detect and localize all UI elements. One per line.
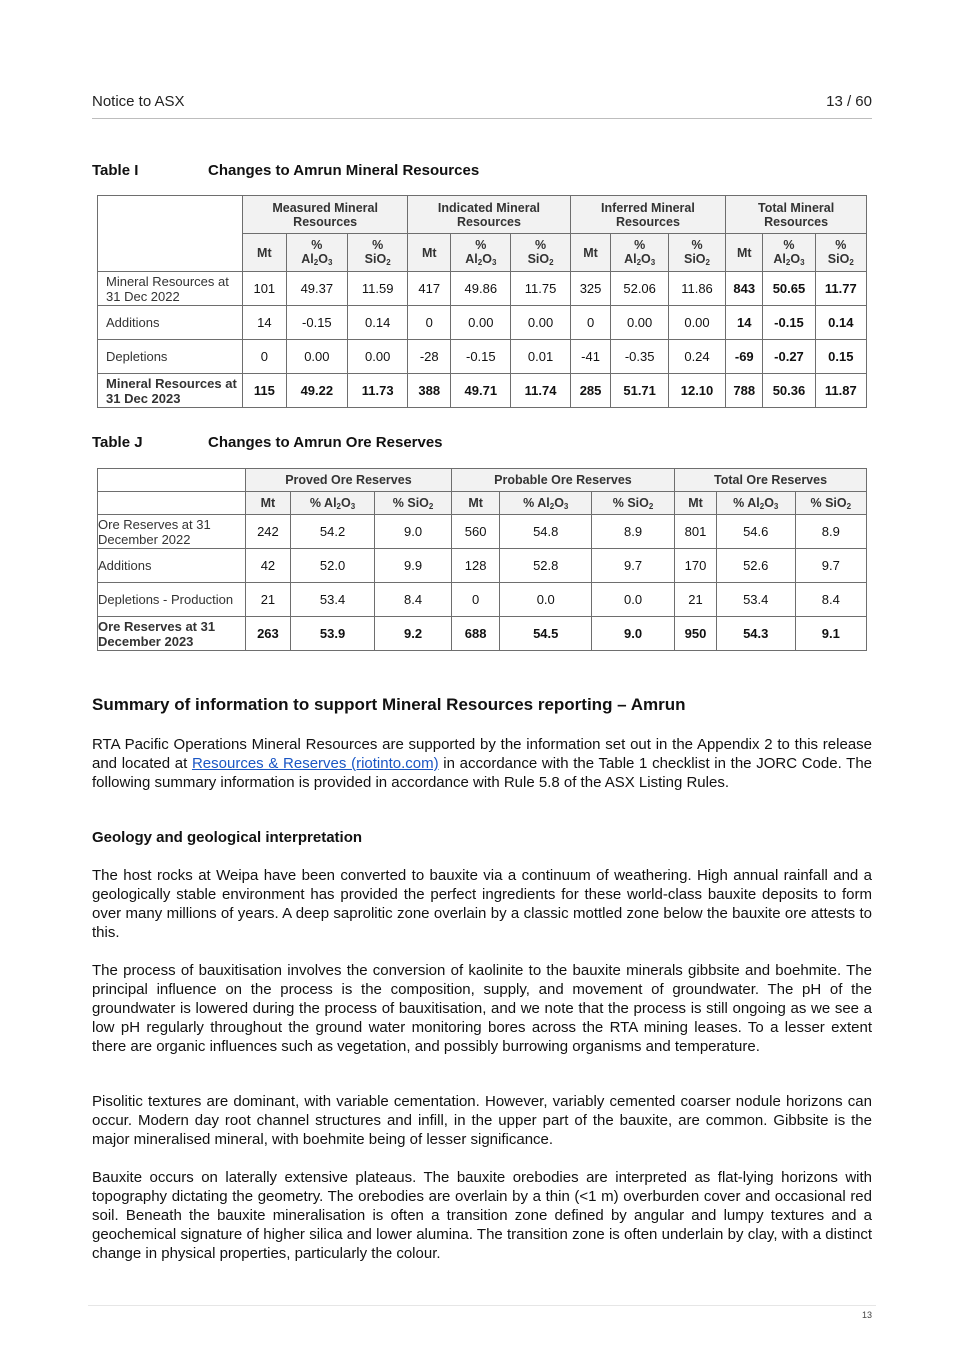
table-cell: 54.6 xyxy=(716,515,795,549)
table-cell: 51.71 xyxy=(611,374,668,408)
group-header: Measured Mineral Resources xyxy=(243,196,408,234)
table-cell: -28 xyxy=(408,340,451,374)
col-al2o3-header: % $Al_2O_3$ xyxy=(290,492,374,515)
table-cell: 128 xyxy=(451,549,500,583)
table-cell: 115 xyxy=(243,374,287,408)
table-cell: -0.15 xyxy=(763,306,815,340)
table-cell: 325 xyxy=(570,272,611,306)
table-cell: 50.65 xyxy=(763,272,815,306)
page-header xyxy=(92,92,872,119)
table-cell: 49.71 xyxy=(451,374,511,408)
body-paragraph: Pisolitic textures are dominant, with variable cementation. However, variably cemented coarser nodule horizons can occur. Modern day root channel structures and infill, in the upper part of the bauxite, are common. Gibbsite is the major mineralised mineral, with boehmite being of lesser significance. xyxy=(92,1093,872,1148)
table-cell: 263 xyxy=(246,617,291,651)
resources-reserves-link[interactable]: Resources & Reserves (riotinto.com) xyxy=(191,755,439,772)
table-cell: 801 xyxy=(675,515,717,549)
table-j-caption xyxy=(92,434,443,451)
table-cell: 54.8 xyxy=(500,515,592,549)
table-row xyxy=(98,306,867,340)
table-cell: 53.4 xyxy=(290,583,374,617)
table-cell: 53.9 xyxy=(290,617,374,651)
table-i-title: Changes to Amrun Mineral Resources xyxy=(208,162,480,179)
header-title: Notice to ASX xyxy=(92,93,185,110)
table-row xyxy=(98,515,867,549)
table-cell: -0.15 xyxy=(286,306,347,340)
table-cell: 11.86 xyxy=(668,272,725,306)
col-mt-header: Mt xyxy=(726,234,763,272)
row-label: Depletions - Production xyxy=(98,583,246,617)
col-sio2-header: % SiO$_2$ xyxy=(795,492,866,515)
table-i-caption xyxy=(92,162,479,179)
footer-divider xyxy=(88,1305,876,1306)
table-cell: 0.01 xyxy=(511,340,570,374)
body-paragraph: Bauxite occurs on laterally extensive plateaus. The bauxite orebodies are interpreted as flat-lying horizons with topography dictating the geometry. The orebodies are overlain by a thin (<1 m) overburden cover and occasional red soil. Beneath the bauxite mineralisation is often a transition zone defined by angular and lumpy textures and a geochemical signature of higher silica and lower alumina. The transition zone is often underlain by clay, with a distinct change in physical properties, particularly the colour. xyxy=(92,1169,872,1262)
row-label: Additions xyxy=(98,549,246,583)
subheader-row xyxy=(98,492,867,515)
col-mt-header: Mt xyxy=(246,492,291,515)
table-cell: 0.00 xyxy=(611,306,668,340)
col-mt-header: Mt xyxy=(243,234,287,272)
table-cell: 9.2 xyxy=(375,617,452,651)
table-j-number: Table J xyxy=(92,434,143,451)
table-cell: 8.4 xyxy=(375,583,452,617)
table-cell: 9.1 xyxy=(795,617,866,651)
table-i-number: Table I xyxy=(92,162,139,179)
table-cell: 11.87 xyxy=(815,374,866,408)
table-row xyxy=(98,617,867,651)
table-cell: -69 xyxy=(726,340,763,374)
table-cell: 843 xyxy=(726,272,763,306)
table-cell: -41 xyxy=(570,340,611,374)
footer-page-number: 13 xyxy=(861,1310,872,1320)
table-cell: 42 xyxy=(246,549,291,583)
table-cell: 52.6 xyxy=(716,549,795,583)
table-cell: 49.22 xyxy=(286,374,347,408)
table-cell: 0.00 xyxy=(451,306,511,340)
table-cell: 0.14 xyxy=(815,306,866,340)
empty-corner-cell xyxy=(98,196,243,272)
col-mt-header: Mt xyxy=(570,234,611,272)
col-al2o3-header: % $Al_2O_3$ xyxy=(286,234,347,272)
col-al2o3-header: % $Al_2O_3$ xyxy=(500,492,592,515)
table-cell: 9.7 xyxy=(592,549,675,583)
mineral-resources-table xyxy=(97,195,867,408)
table-cell: 52.0 xyxy=(290,549,374,583)
page-indicator: 13 / 60 xyxy=(826,93,872,110)
row-label: Mineral Resources at 31 Dec 2023 xyxy=(98,374,243,408)
table-cell: -0.15 xyxy=(451,340,511,374)
col-mt-header: Mt xyxy=(408,234,451,272)
table-cell: 11.73 xyxy=(348,374,408,408)
table-cell: 21 xyxy=(675,583,717,617)
table-cell: 0.14 xyxy=(348,306,408,340)
ore-reserves-table xyxy=(97,468,867,651)
col-mt-header: Mt xyxy=(675,492,717,515)
table-cell: 11.75 xyxy=(511,272,570,306)
col-sio2-header: % SiO$_2$ xyxy=(815,234,866,272)
table-j-title: Changes to Amrun Ore Reserves xyxy=(208,434,443,451)
col-sio2-header: % SiO$_2$ xyxy=(375,492,452,515)
col-al2o3-header: % $Al_2O_3$ xyxy=(763,234,815,272)
table-cell: 0 xyxy=(408,306,451,340)
table-cell: 0.15 xyxy=(815,340,866,374)
table-cell: 0 xyxy=(451,583,500,617)
group-header: Proved Ore Reserves xyxy=(246,469,452,492)
table-cell: 0.00 xyxy=(511,306,570,340)
col-sio2-header: % SiO$_2$ xyxy=(668,234,725,272)
group-header: Indicated Mineral Resources xyxy=(408,196,570,234)
table-cell: 8.4 xyxy=(795,583,866,617)
group-header: Total Mineral Resources xyxy=(726,196,867,234)
group-header: Total Ore Reserves xyxy=(675,469,867,492)
table-row xyxy=(98,549,867,583)
table-cell: 49.37 xyxy=(286,272,347,306)
table-cell: 0.24 xyxy=(668,340,725,374)
table-cell: 0 xyxy=(243,340,287,374)
table-cell: 21 xyxy=(246,583,291,617)
table-cell: 0.00 xyxy=(668,306,725,340)
table-cell: 9.0 xyxy=(375,515,452,549)
table-cell: 14 xyxy=(726,306,763,340)
table-cell: 788 xyxy=(726,374,763,408)
col-al2o3-header: % $Al_2O_3$ xyxy=(611,234,668,272)
table-cell: 688 xyxy=(451,617,500,651)
table-cell: 12.10 xyxy=(668,374,725,408)
table-cell: 52.8 xyxy=(500,549,592,583)
table-cell: 101 xyxy=(243,272,287,306)
table-cell: 50.36 xyxy=(763,374,815,408)
empty-corner-cell xyxy=(98,469,246,492)
table-cell: 388 xyxy=(408,374,451,408)
row-label: Additions xyxy=(98,306,243,340)
table-cell: 54.3 xyxy=(716,617,795,651)
table-row xyxy=(98,583,867,617)
table-cell: 14 xyxy=(243,306,287,340)
table-cell: 0.0 xyxy=(592,583,675,617)
table-cell: 285 xyxy=(570,374,611,408)
intro-paragraph xyxy=(92,735,872,792)
table-cell: 560 xyxy=(451,515,500,549)
table-cell: 9.9 xyxy=(375,549,452,583)
table-cell: 11.74 xyxy=(511,374,570,408)
table-cell: 0.0 xyxy=(500,583,592,617)
empty-cell xyxy=(98,492,246,515)
row-label: Mineral Resources at 31 Dec 2022 xyxy=(98,272,243,306)
row-label: Ore Reserves at 31 December 2022 xyxy=(98,515,246,549)
table-cell: 54.5 xyxy=(500,617,592,651)
col-sio2-header: % SiO$_2$ xyxy=(348,234,408,272)
table-cell: 52.06 xyxy=(611,272,668,306)
table-cell: 0 xyxy=(570,306,611,340)
table-cell: 417 xyxy=(408,272,451,306)
table-row xyxy=(98,374,867,408)
group-header: Probable Ore Reserves xyxy=(451,469,674,492)
geology-subheading: Geology and geological interpretation xyxy=(92,829,363,846)
table-cell: 242 xyxy=(246,515,291,549)
table-cell: 49.86 xyxy=(451,272,511,306)
col-al2o3-header: % $Al_2O_3$ xyxy=(451,234,511,272)
table-cell: 950 xyxy=(675,617,717,651)
row-label: Depletions xyxy=(98,340,243,374)
section-title: Summary of information to support Mineral Resources reporting – Amrun xyxy=(92,695,686,714)
group-header: Inferred Mineral Resources xyxy=(570,196,726,234)
table-cell: 54.2 xyxy=(290,515,374,549)
table-cell: 53.4 xyxy=(716,583,795,617)
table-cell: 8.9 xyxy=(592,515,675,549)
intro-text: RTA Pacific Operations Mineral Resources are supported by the information set out in the Appendix 2 to this release and located at xyxy=(92,736,872,772)
table-cell: 11.77 xyxy=(815,272,866,306)
table-cell: -0.35 xyxy=(611,340,668,374)
table-cell: 0.00 xyxy=(348,340,408,374)
table-row xyxy=(98,340,867,374)
table-cell: 9.0 xyxy=(592,617,675,651)
table-cell: 11.59 xyxy=(348,272,408,306)
row-label: Ore Reserves at 31 December 2023 xyxy=(98,617,246,651)
table-cell: 8.9 xyxy=(795,515,866,549)
table-cell: -0.27 xyxy=(763,340,815,374)
table-row xyxy=(98,272,867,306)
table-cell: 9.7 xyxy=(795,549,866,583)
col-sio2-header: % SiO$_2$ xyxy=(592,492,675,515)
table-cell: 0.00 xyxy=(286,340,347,374)
body-paragraph: The host rocks at Weipa have been converted to bauxite via a continuum of weathering. High annual rainfall and a geologically stable environment has provided the perfect ingredients for these world-class bauxite deposits to form over many millions of years. A deep saprolitic zone overlain by a classic mottled zone below the bauxite ore attests to this. xyxy=(92,867,872,941)
table-cell: 170 xyxy=(675,549,717,583)
intro-text-end: in accordance with the Table 1 checklist in the JORC Code. The following summary information is provided in accordance with Rule 5.8 of the ASX Listing Rules. xyxy=(92,755,872,791)
body-paragraph: The process of bauxitisation involves the conversion of kaolinite to the bauxite minerals gibbsite and boehmite. The principal influence on the process is the composition, supply, and movement of groundwater. The pH of the groundwater is lowered during the process of bauxitisation, and we note that the process is still ongoing as we see a low pH regularly throughout the ground water monitoring bores across the RTA mining leases. To a lesser extent there are organic influences such as vegetation, and possibly burrowing organisms and temperature. xyxy=(92,962,872,1055)
col-mt-header: Mt xyxy=(451,492,500,515)
col-sio2-header: % SiO$_2$ xyxy=(511,234,570,272)
col-al2o3-header: % $Al_2O_3$ xyxy=(716,492,795,515)
